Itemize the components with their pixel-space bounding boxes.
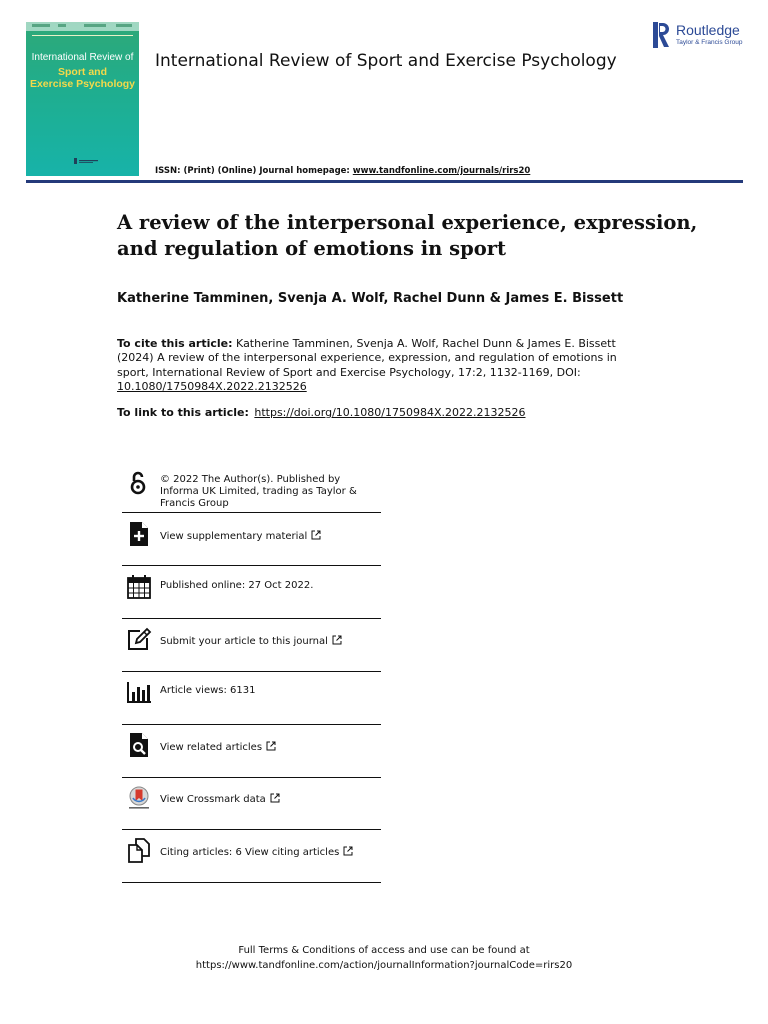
journal-title: International Review of Sport and Exercise Psychology (155, 51, 617, 71)
cover-title-line3: Exercise Psychology (29, 78, 136, 90)
terms-footer (0, 943, 768, 973)
related-articles-item[interactable] (122, 724, 381, 778)
cover-title-line2: Sport and (58, 66, 107, 78)
citation-text: Katherine Tamminen, Svenja A. Wolf, Rachel Dunn & James E. Bissett (2024) A review of the interpersonal experience, expression, and regulation of emotions in sport, International Review of Sport and Exercise Psychology, 17:2, 1132-1169, DOI: (117, 337, 617, 379)
header-divider (26, 180, 743, 183)
citation-doi[interactable]: 10.1080/1750984X.2022.2132526 (117, 379, 307, 393)
related-articles-link[interactable] (160, 741, 382, 754)
copyright-text: © 2022 The Author(s). Published by Informa UK Limited, trading as Taylor & Francis Group (160, 474, 357, 509)
external-link-icon (266, 741, 276, 751)
cover-publisher-logo (74, 158, 100, 164)
external-link-icon (270, 793, 280, 803)
cover-rule (32, 35, 133, 36)
open-access-icon (126, 470, 152, 496)
journal-cover (26, 22, 139, 176)
calendar-icon (126, 574, 152, 600)
crossmark-icon (126, 785, 152, 811)
terms-url[interactable]: https://www.tandfonline.com/action/journalInformation?journalCode=rirs20 (195, 960, 573, 971)
article-views-text: Article views: 6131 (160, 685, 256, 696)
article-link-line (117, 406, 526, 419)
citation-label: To cite this article: (117, 337, 233, 350)
publisher-name: Routledge (676, 22, 740, 38)
supplementary-item[interactable] (122, 512, 381, 566)
edit-icon (126, 626, 152, 652)
article-views-item (122, 671, 381, 725)
cover-title-main (26, 66, 139, 90)
open-access-item (122, 468, 381, 513)
citing-articles-link[interactable] (160, 846, 382, 859)
search-document-icon (126, 732, 152, 758)
article-title: A review of the interpersonal experience, expression, and regulation of emotions in sport (117, 211, 698, 260)
submit-article-label: Submit your article to this journal (160, 636, 328, 647)
article-doi-link[interactable]: https://doi.org/10.1080/1750984X.2022.2132526 (254, 406, 526, 419)
issn-label: ISSN: (Print) (Online) Journal homepage: (155, 166, 350, 176)
related-articles-label: View related articles (160, 742, 263, 753)
external-link-icon (343, 846, 353, 856)
issn-line (155, 166, 530, 176)
publisher-subtitle: Taylor & Francis Group (676, 39, 743, 46)
crossmark-label: View Crossmark data (160, 794, 266, 805)
submit-article-item[interactable] (122, 618, 381, 672)
crossmark-item[interactable] (122, 777, 381, 830)
supplementary-label: View supplementary material (160, 531, 308, 542)
routledge-r-icon (653, 22, 669, 48)
article-link-label: To link to this article: (117, 406, 249, 419)
citing-articles-label: Citing articles: 6 View citing articles (160, 847, 340, 858)
external-link-icon (311, 530, 321, 540)
published-online-item (122, 565, 381, 619)
citing-articles-item[interactable] (122, 829, 381, 883)
external-link-icon (332, 635, 342, 645)
article-authors: Katherine Tamminen, Svenja A. Wolf, Rachel Dunn & James E. Bissett (117, 291, 624, 306)
cover-header-strip (26, 22, 139, 31)
publisher-logo[interactable] (653, 20, 748, 50)
published-online-text: Published online: 27 Oct 2022. (160, 580, 314, 591)
citing-articles-icon (126, 837, 152, 863)
citation-block (117, 337, 622, 394)
terms-line1: Full Terms & Conditions of access and use can be found at (238, 945, 530, 956)
cover-title-line1: International Review of (31, 52, 134, 63)
crossmark-link[interactable] (160, 793, 382, 806)
submit-article-link[interactable] (160, 635, 382, 648)
supplementary-file-icon (126, 521, 152, 547)
bar-chart-icon (126, 679, 152, 705)
journal-homepage-link[interactable]: www.tandfonline.com/journals/rirs20 (352, 166, 531, 176)
supplementary-link[interactable] (160, 530, 382, 543)
